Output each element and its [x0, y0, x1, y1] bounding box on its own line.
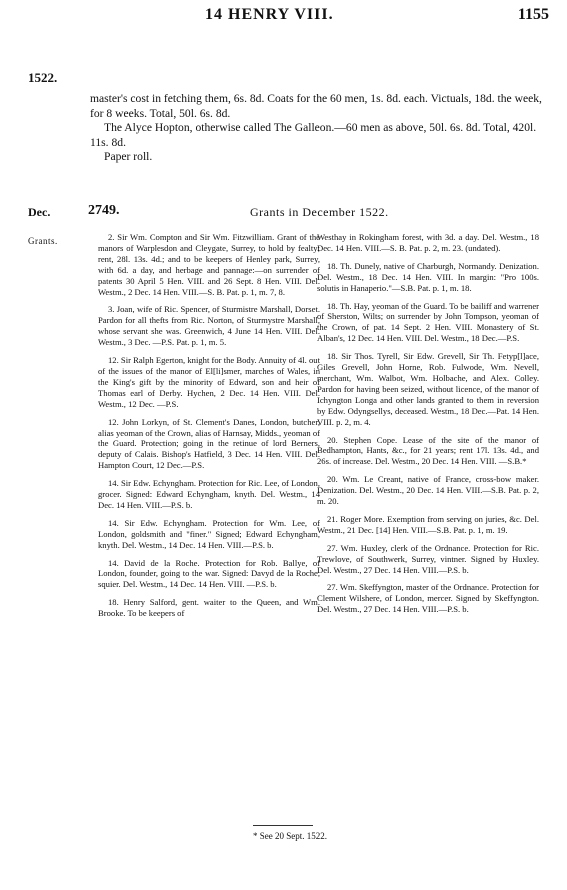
grant-entry: 18. Sir Thos. Tyrell, Sir Edw. Grevell, Sir Th. Fetyp[l]ace, Giles Grevell, John Horne, Rob. Fulwode, Wm. Nevell, merchant, Wm. Walbot, Wm. Holbache, and Alex. Colley. Pardon for having been seized, without licence, of the manor of Ichyngton Longa and other lands granted to them in reversion by Edw. Odyngsellys, deceased. Westm., 18 Dec.—Pat. 14 Hen. VIII. p. 2, m. 4. [317, 351, 539, 427]
running-title: 14 HENRY VIII. [205, 6, 334, 23]
footnote: * See 20 Sept. 1522. [253, 831, 327, 841]
intro-block [90, 92, 545, 165]
grant-entry: 14. David de la Roche. Protection for Rob. Ballye, of London, founder, going to the war. Signed: Davyd de la Roche, squier. Del. Westm., 14 Dec. 14 Hen. VIII. —P.S. b. [98, 557, 320, 590]
grant-entry: 12. John Lorkyn, of St. Clement's Danes, London, butcher, alias yeoman of the Crown, alias of Harnsay, Midds., yeoman of the Guard. Protection; going in the retinue of lord Berners, deputy of Calais. Bishop's Hatfield, 3 Dec. 14 Hen. VIII. Del. Hampton Court, 12 Dec.—P.S. [98, 416, 320, 471]
grant-entry: 18. Th. Dunely, native of Charburgh, Normandy. Denization. Del. Westm., 18 Dec. 14 Hen. VIII. In margin: "Pro 100s. solutis in Hanaperio."—S.B. Pat. p. 1, m. 18. [317, 260, 539, 293]
grant-entry: Westhay in Rokingham forest, with 3d. a day. Del. Westm., 18 Dec. 14 Hen. VIII.—S. B. Pat. p. 2, m. 23. (undated). [317, 232, 539, 253]
right-column [317, 232, 539, 622]
grant-entry: 14. Sir Edw. Echyngham. Protection for Ric. Lee, of London, grocer. Signed: Edward Echyngham, knyth. Del. Westm., 14 Dec. 14 Hen. VIII.—P.S. b. [98, 478, 320, 510]
grant-entry: 20. Stephen Cope. Lease of the site of the manor of Bedhampton, Hants, &c., for 21 years; rent 17l. 13s. 4d., and 26s. of increase. Del. Westm., 20 Dec. 14 Hen. VIII. —S.B.* [317, 434, 539, 467]
page-number: 1155 [517, 6, 549, 23]
grant-entry: 18. Henry Salford, gent. waiter to the Queen, and Wm. Brooke. To be keepers of [98, 597, 320, 619]
grant-entry: 3. Joan, wife of Ric. Spencer, of Sturmistre Marshall, Dorset. Pardon for all thefts from Ric. Norton, of Sturmystre Marshall, whose servant she was. Greenwich, 4 June 14 Hen. VIII. Del. Westm., 3 Dec. —P.S. Pat. p. 1, m. 5. [98, 304, 320, 348]
grant-entry: 27. Wm. Skeffyngton, master of the Ordnance. Protection for Clement Wilshere, of London, mercer. Signed by Skeffyngton. Del. Westm., 27 Dec. 14 Hen. VIII.—P.S. b. [317, 582, 539, 615]
margin-month: Dec. [28, 205, 51, 219]
grant-entry: 14. Sir Edw. Echyngham. Protection for Wm. Lee, of London, goldsmith and "finer." Signed; Edward Echyngham, knyth. Del. Westm., 14 Dec. 14 Hen. VIII.—P.S. b. [98, 517, 320, 550]
margin-year: 1522. [28, 70, 58, 85]
grant-entry: 21. Roger More. Exemption from serving on juries, &c. Del. Westm., 21 Dec. [14] Hen. VIII.—S.B. Pat. p. 1, m. 19. [317, 513, 539, 535]
grant-entry: 18. Th. Hay, yeoman of the Guard. To be bailiff and warrener of Sherston, Wilts; on surrender by John Tompson, yeoman of the Crown, of pat. 14 Sept. 2 Hen. VIII. Monastery of St. Alban's, 12 Dec. 14 Hen. VIII. Del. Westm., 18 Dec.—P.S. [317, 300, 539, 344]
left-column [98, 232, 320, 626]
intro-line: The Alyce Hopton, otherwise called The Galleon.—60 men as above, 50l. 6s. 8d. Total, 420l. 11s. 8d. [90, 121, 537, 149]
intro-line: Paper roll. [104, 150, 153, 163]
section-heading: Grants in December 1522. [250, 205, 389, 219]
grant-entry: 12. Sir Ralph Egerton, knight for the Body. Annuity of 4l. out of the issues of the manor of El[li]smer, marches of Wales, in the King's gift by the minority of Edward, son and heir of Thomas earl of Derby. Hychen, 2 Dec. 14 Hen. VIII. Del. Westm., 12 Dec. —P.S. [98, 355, 320, 409]
grant-entry: 2. Sir Wm. Compton and Sir Wm. Fitzwilliam. Grant of the manors of Warplesdon and Cleygate, Surrey, to hold by fealty; rent, 28l. 13s. 4d.; and to be keepers of Henley park, Surrey, with 6d. a day, and herbage and pannage:—on surrender of patents 30 April 5 Hen. VIII. and 26 Sept. 8 Hen. VIII. Del. Westm., 2 Dec. 14 Hen. VIII.—S. B. Pat. p. 1, m. 7, 8. [98, 232, 320, 297]
grant-entry: 27. Wm. Huxley, clerk of the Ordnance. Protection for Ric. Trewlove, of Southwerk, Surrey, vintner. Signed by Huxley. Del. Westm., 27 Dec. 14 Hen. VIII.—P.S. b. [317, 542, 539, 575]
grant-entry: 20. Wm. Le Creant, native of France, cross-bow maker. Denization. Del. Westm., 20 Dec. 14 Hen. VIII.—S.B. Pat. p. 2, m. 20. [317, 474, 539, 507]
footnote-rule [253, 825, 313, 826]
margin-section-label: Grants. [28, 236, 58, 246]
intro-line: master's cost in fetching them, 6s. 8d. Coats for the 60 men, 1s. 8d. each. Victuals, 18d. the week, for 8 weeks. Total, 50l. 6s. 8d. [90, 92, 542, 120]
section-number: 2749. [88, 203, 120, 218]
